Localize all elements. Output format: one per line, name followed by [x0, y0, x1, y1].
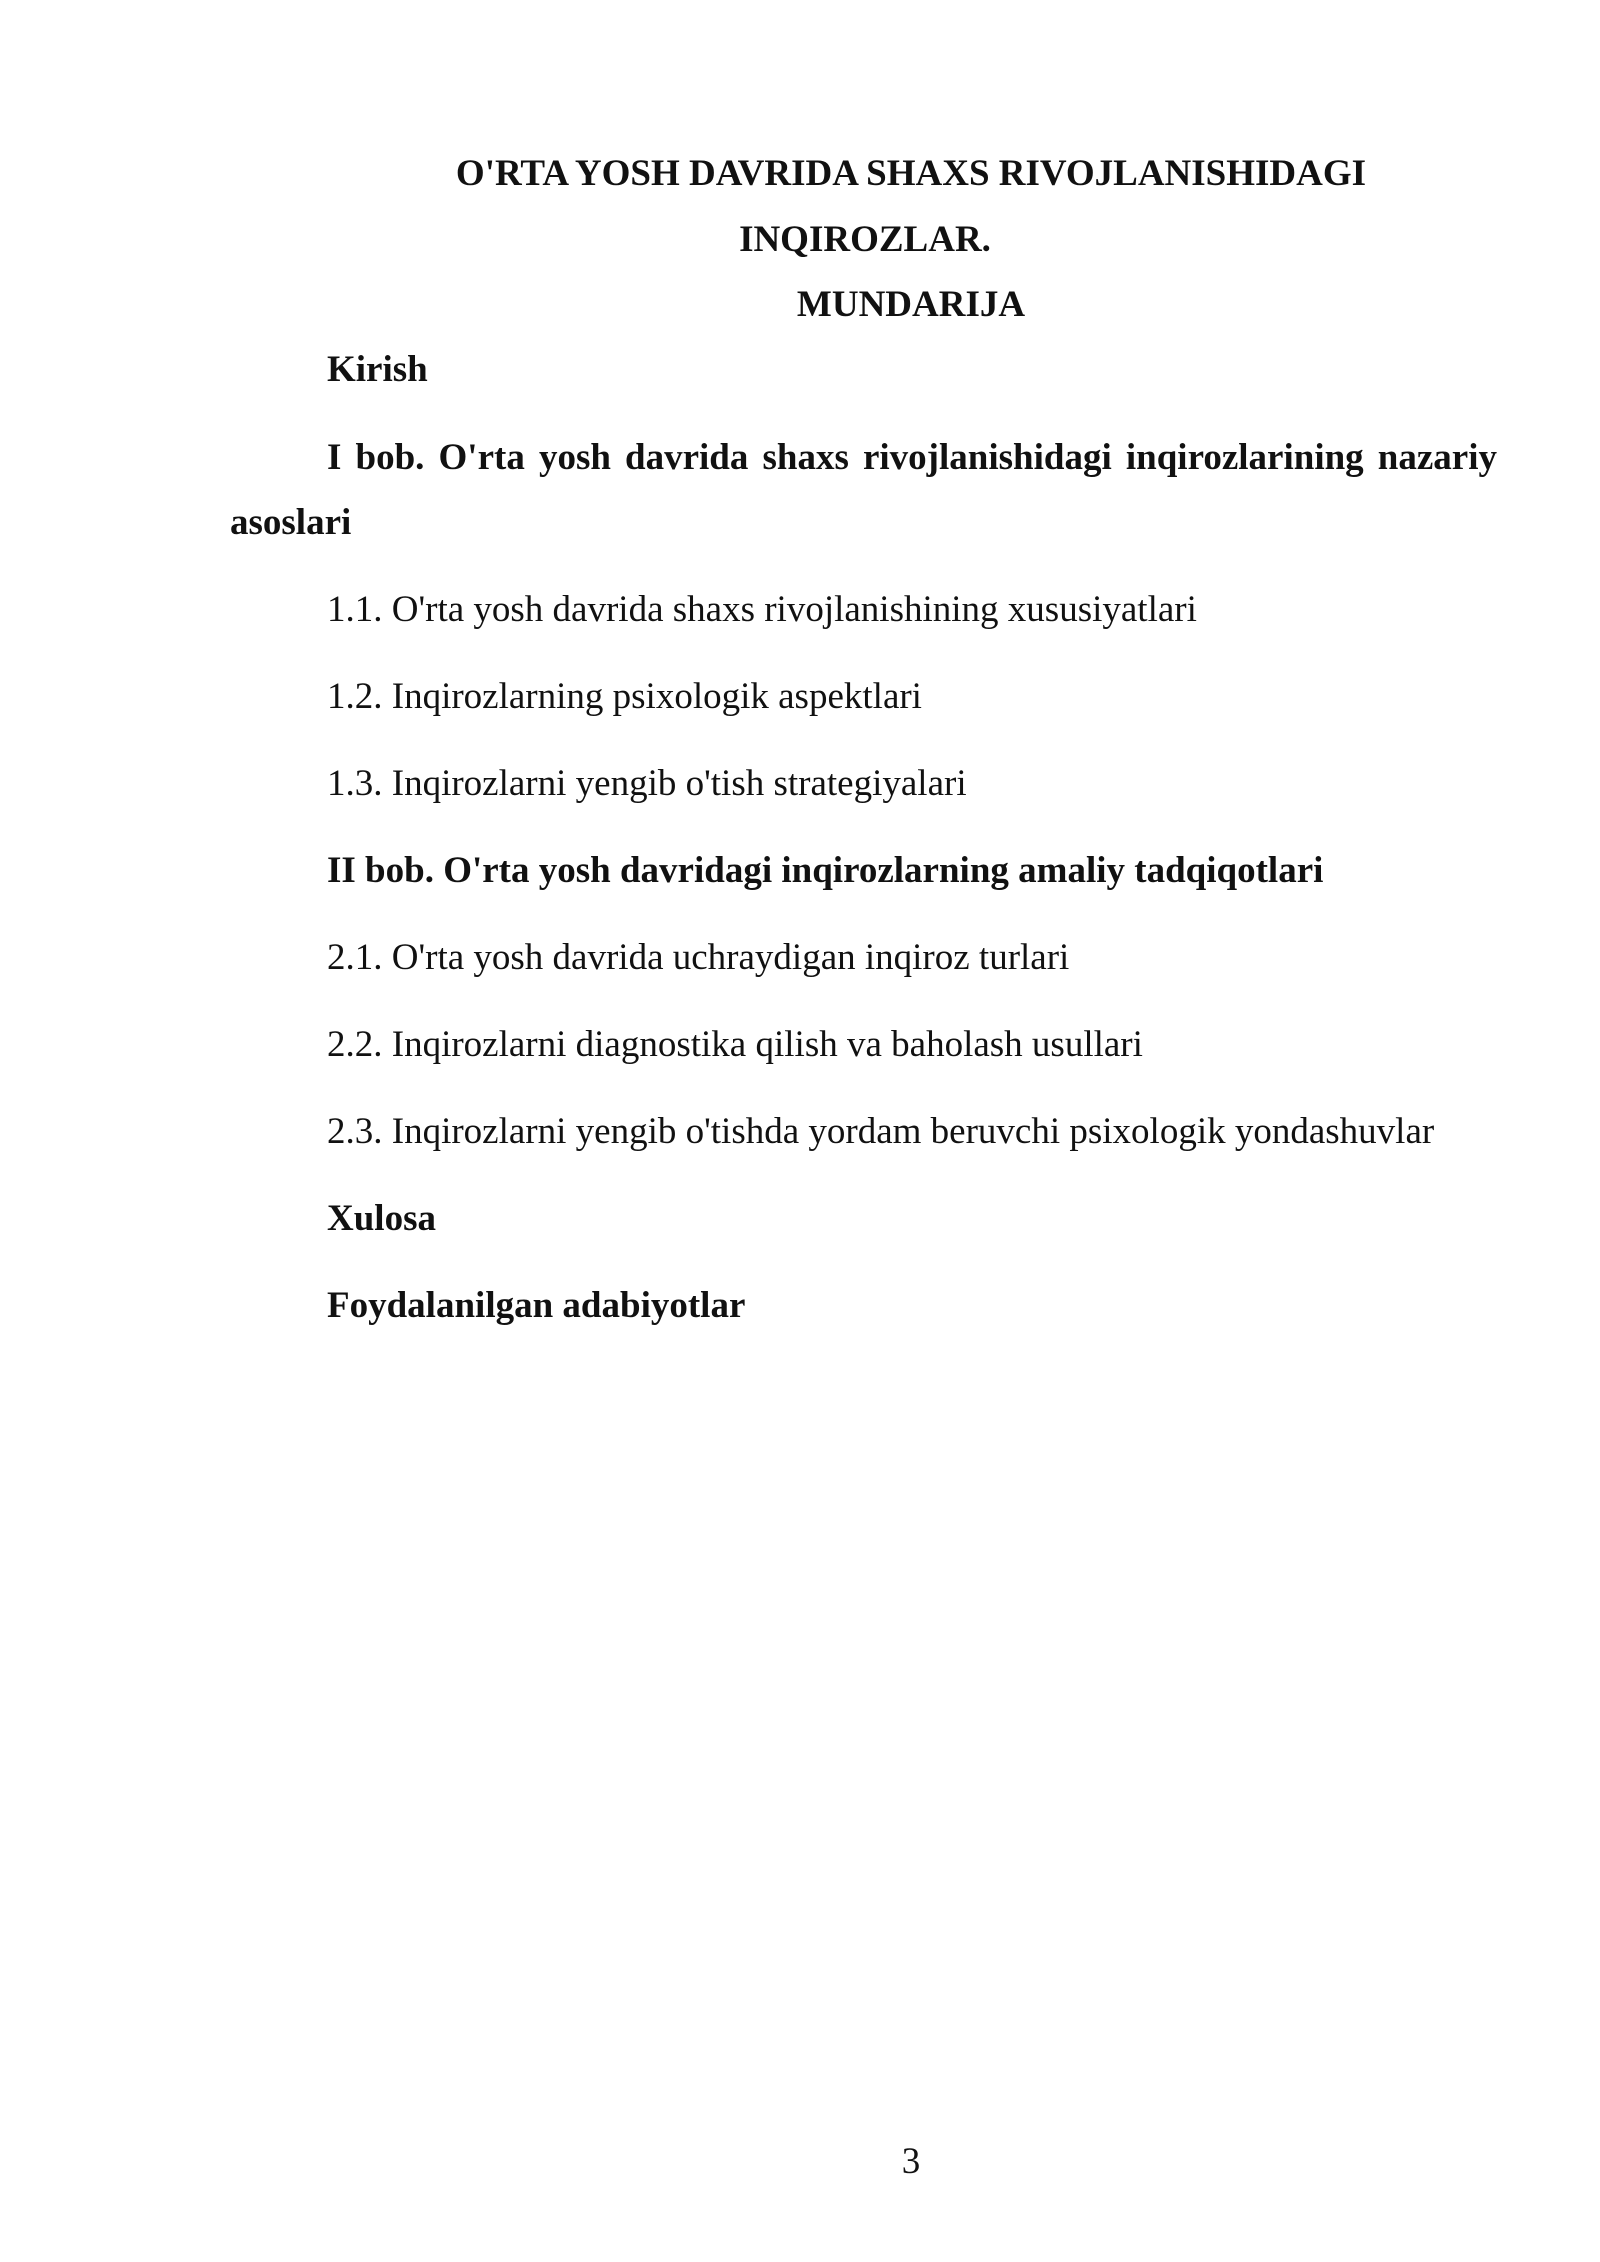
toc-entry-chapter2: II bob. O'rta yosh davridagi inqirozlarning amaliy tadqiqotlari: [327, 850, 1324, 891]
toc-entry-section-1-3: 1.3. Inqirozlarni yengib o'tish strategiyalari: [327, 763, 967, 804]
toc-entry-references: Foydalanilgan adabiyotlar: [327, 1285, 746, 1326]
toc-entry-section-2-2: 2.2. Inqirozlarni diagnostika qilish va baholash usullari: [327, 1024, 1143, 1065]
toc-entry-section-2-3: 2.3. Inqirozlarni yengib o'tishda yordam beruvchi psixologik yondashuvlar: [327, 1111, 1435, 1152]
toc-entry-intro: Kirish: [327, 349, 428, 390]
toc-entry-section-2-1: 2.1. O'rta yosh davrida uchraydigan inqiroz turlari: [327, 937, 1070, 978]
toc-entry-section-1-2: 1.2. Inqirozlarning psixologik aspektlari: [327, 676, 922, 717]
toc-entry-chapter1: I bob. O'rta yosh davrida shaxs rivojlanishidagi inqirozlarining nazariy: [327, 437, 1497, 478]
toc-entry-chapter1-continuation: asoslari: [230, 502, 352, 543]
document-title-line1: O'RTA YOSH DAVRIDA SHAXS RIVOJLANISHIDAGI: [455, 153, 1367, 194]
contents-heading: MUNDARIJA: [796, 284, 1026, 325]
document-title-line2: INQIROZLAR.: [739, 219, 991, 260]
page-number: 3: [901, 2141, 921, 2182]
toc-entry-conclusion: Xulosa: [327, 1198, 436, 1239]
toc-entry-section-1-1: 1.1. O'rta yosh davrida shaxs rivojlanishining xususiyatlari: [327, 589, 1197, 630]
